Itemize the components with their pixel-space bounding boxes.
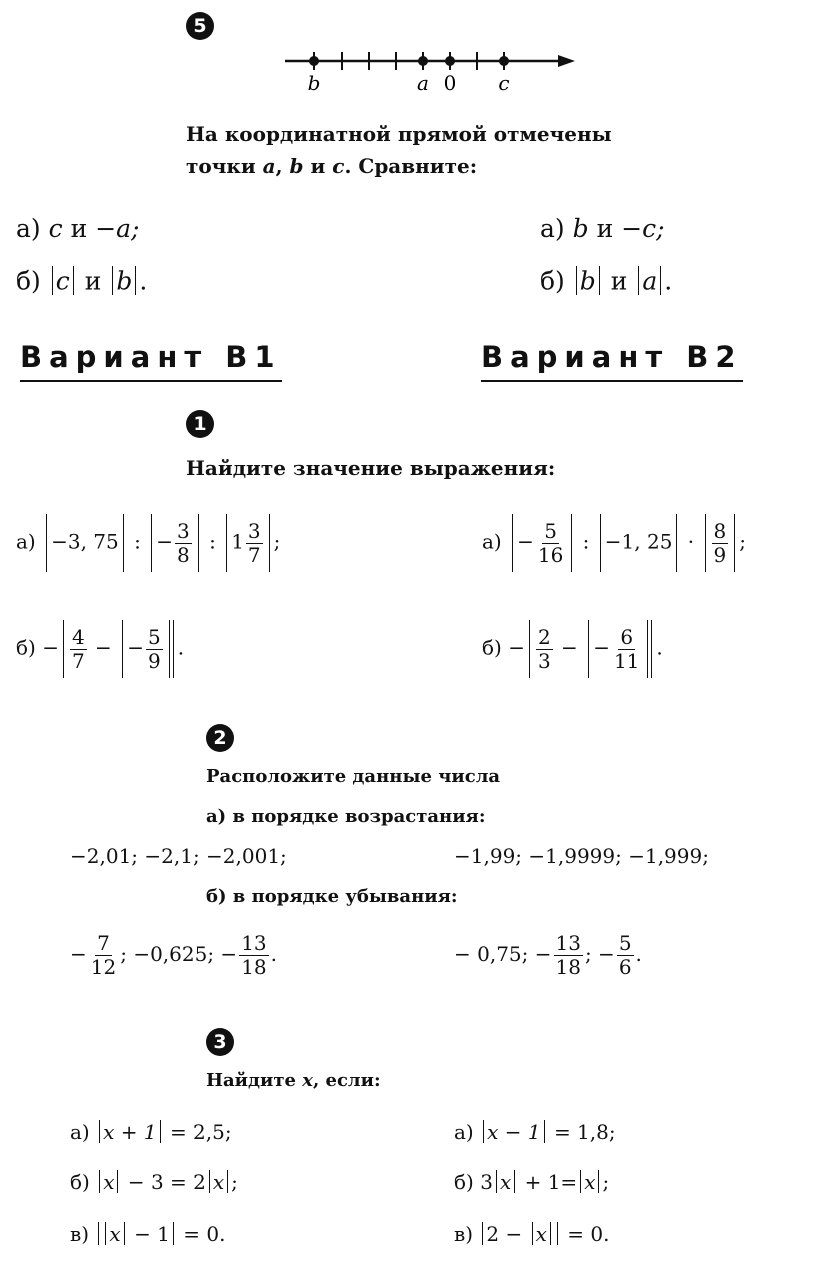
task3-prompt: Найдите x, если:	[206, 1070, 381, 1091]
task-number-2: 2	[206, 724, 234, 752]
task2-sub-b: б) в порядке убывания:	[206, 886, 458, 907]
task1-right-b: б) − $\frac{2}{3}$ − − $\frac{6}{11}$ .	[482, 620, 663, 678]
task-number-5: 5	[186, 12, 214, 40]
label-c: c	[498, 71, 510, 95]
task5-text-line2: точки a, b и c. Сравните:	[186, 154, 478, 178]
task2-prompt: Расположите данные числа	[206, 766, 501, 787]
task1-right-a: а) − $\frac{5}{16}$ : −1, 25 · $\frac{8}{9}$ ;	[482, 514, 746, 572]
task1-left-a: а) −3, 75 : − $\frac{3}{8}$ : 1 $\frac{3}{7}$ ;	[16, 514, 280, 572]
label-a: a	[417, 71, 429, 95]
task1-prompt: Найдите значение выражения:	[186, 456, 556, 480]
task3-right-c: в) 2 − x = 0.	[454, 1222, 610, 1246]
variant-b2-heading: Вариант В2	[481, 340, 743, 382]
point-a	[418, 56, 428, 66]
number-line	[280, 46, 580, 96]
label-zero: 0	[443, 71, 457, 95]
task2-right-a: −1,99; −1,9999; −1,999;	[454, 844, 709, 868]
task5-left-b: б) c и b .	[16, 266, 148, 296]
task3-left-a: а) x + 1 = 2,5;	[70, 1120, 232, 1144]
task2-left-b: − $\frac{7}{12}$ ; −0,625; − $\frac{13}{18}$ .	[70, 931, 277, 979]
task1-left-b: б) − $\frac{4}{7}$ − − $\frac{5}{9}$ .	[16, 620, 184, 678]
task3-left-c: в) x − 1 = 0.	[70, 1222, 226, 1246]
task-number-1: 1	[186, 410, 214, 438]
task3-right-a: а) x − 1 = 1,8;	[454, 1120, 616, 1144]
task3-right-b: б) 3 x + 1= x ;	[454, 1170, 610, 1194]
task-number-3: 3	[206, 1028, 234, 1056]
task2-left-a: −2,01; −2,1; −2,001;	[70, 844, 287, 868]
variant-b1-heading: Вариант В1	[20, 340, 282, 382]
label-b: b	[307, 71, 321, 95]
task5-text-line1: На координатной прямой отмечены	[186, 122, 612, 146]
task2-sub-a: а) в порядке возрастания:	[206, 806, 486, 827]
point-zero	[445, 56, 455, 66]
task5-left-a: а) c и −a;	[16, 214, 140, 243]
task3-left-b: б) x − 3 = 2 x ;	[70, 1170, 238, 1194]
task5-right-a: а) b и −c;	[540, 214, 665, 243]
point-c	[499, 56, 509, 66]
task2-right-b: − 0,75; − $\frac{13}{18}$ ; − $\frac{5}{6}$ .	[454, 931, 642, 979]
point-b	[309, 56, 319, 66]
task5-right-b: б) b и a .	[540, 266, 673, 296]
